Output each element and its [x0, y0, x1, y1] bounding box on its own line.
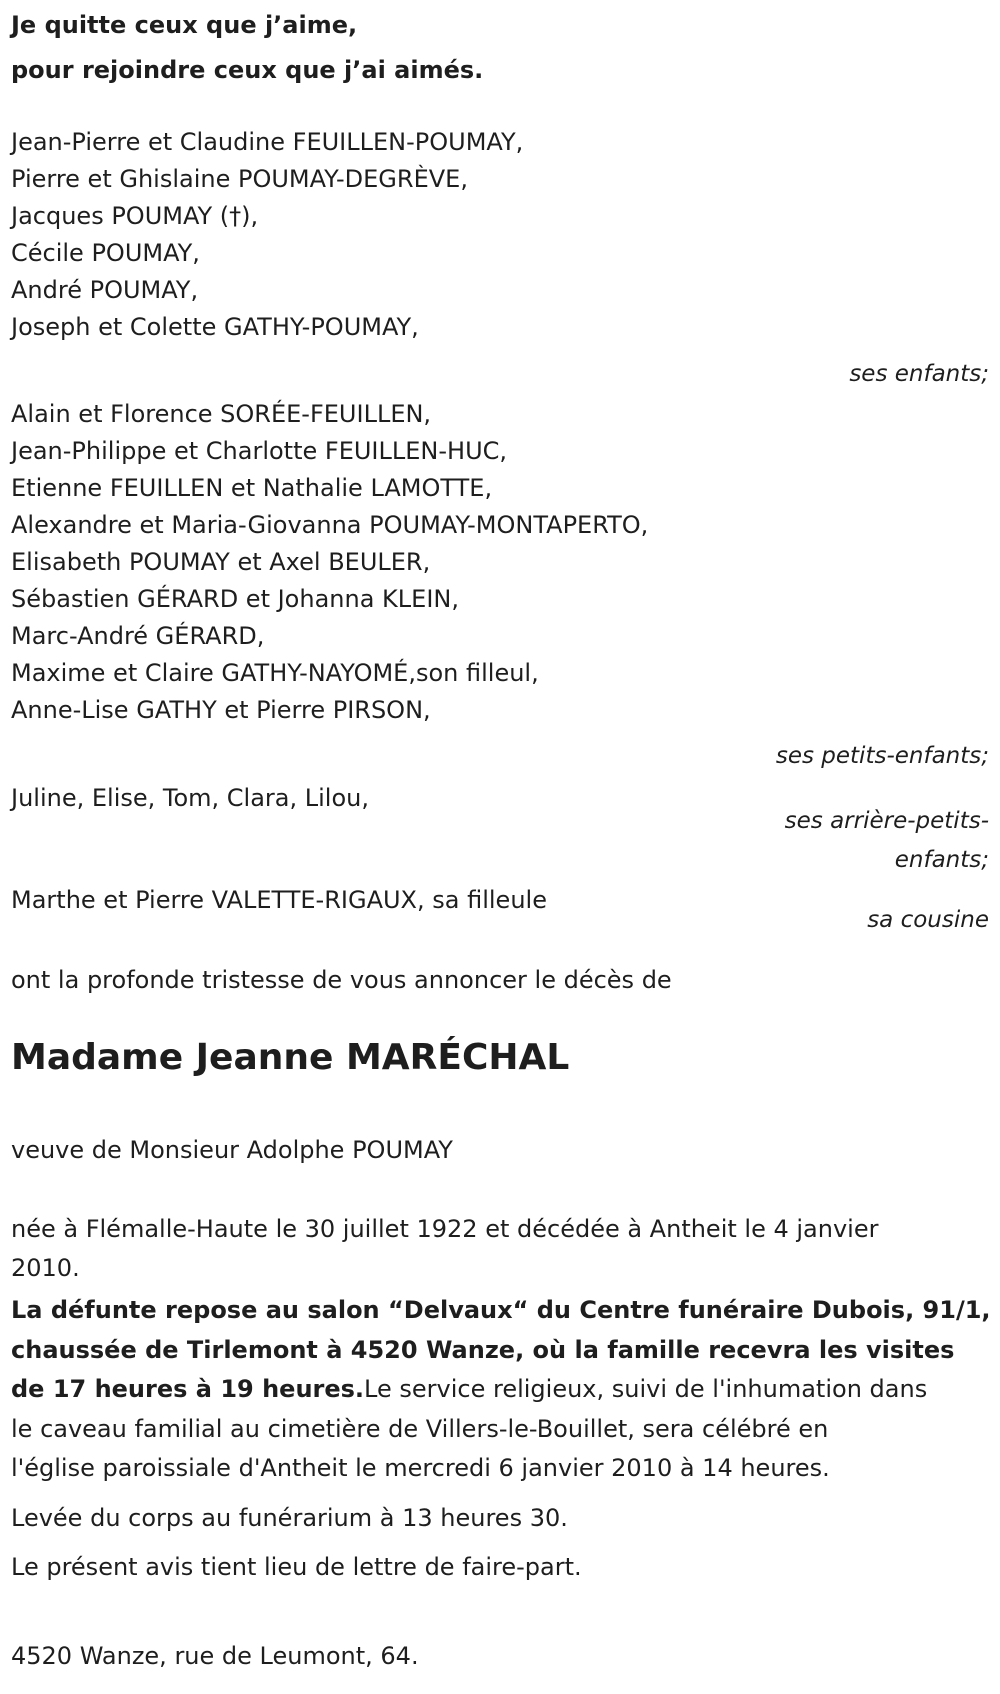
family-member: André POUMAY, [11, 276, 199, 304]
visit-hours: de 17 heures à 19 heures. [11, 1375, 365, 1403]
children-list [11, 124, 523, 346]
cousin-role: sa cousine [867, 907, 989, 933]
family-member: Maxime et Claire GATHY-NAYOMÉ,son filleul, [11, 659, 539, 687]
family-member: Marc-André GÉRARD, [11, 622, 265, 650]
family-member: Pierre et Ghislaine POUMAY-DEGRÈVE, [11, 165, 468, 193]
service-line: l'église paroissiale d'Antheit le mercredi 6 janvier 2010 à 14 heures. [11, 1454, 830, 1482]
great-grandchildren-role-line: ses arrière-petits- [784, 808, 989, 834]
birth-death-line: née à Flémalle-Haute le 30 juillet 1922 et décédée à Antheit le 4 janvier [11, 1215, 879, 1243]
service-text: Le service religieux, suivi de l'inhumation dans [364, 1375, 928, 1403]
visit-line: chaussée de Tirlemont à 4520 Wanze, où la famille recevra les visites [11, 1335, 955, 1364]
family-member: Cécile POUMAY, [11, 239, 200, 267]
family-member: Jean-Philippe et Charlotte FEUILLEN-HUC, [11, 437, 508, 465]
family-member: Anne-Lise GATHY et Pierre PIRSON, [11, 696, 431, 724]
announcement: ont la profonde tristesse de vous annoncer le décès de [11, 966, 672, 994]
family-member: Jacques POUMAY (†), [11, 202, 259, 230]
great-grandchildren-role [489, 802, 989, 880]
cousin: Marthe et Pierre VALETTE-RIGAUX, sa filleule [11, 886, 547, 914]
epigraph-line: pour rejoindre ceux que j’ai aimés. [11, 56, 484, 84]
grandchildren-list [11, 396, 648, 729]
visit-service-line [11, 1370, 991, 1410]
address: 4520 Wanze, rue de Leumont, 64. [11, 1642, 419, 1670]
birth-death [11, 1210, 878, 1288]
family-member: Alain et Florence SORÉE-FEUILLEN, [11, 400, 432, 428]
family-member: Sébastien GÉRARD et Johanna KLEIN, [11, 585, 459, 613]
family-member: Jean-Pierre et Claudine FEUILLEN-POUMAY, [11, 128, 524, 156]
family-member: Joseph et Colette GATHY-POUMAY, [11, 313, 419, 341]
family-member: Alexandre et Maria-Giovanna POUMAY-MONTAPERTO, [11, 511, 649, 539]
visit-line: La défunte repose au salon “Delvaux“ du Centre funéraire Dubois, 91/1, [11, 1296, 991, 1324]
service-line: le caveau familial au cimetière de Villers-le-Bouillet, sera célébré en [11, 1414, 829, 1443]
epigraph [11, 4, 483, 94]
levee: Levée du corps au funérarium à 13 heures 30. [11, 1504, 568, 1532]
children-role: ses enfants; [849, 361, 989, 387]
funeral-details [11, 1291, 991, 1489]
great-grandchildren-role-line: enfants; [894, 847, 989, 873]
family-member: Etienne FEUILLEN et Nathalie LAMOTTE, [11, 474, 493, 502]
great-grandchildren: Juline, Elise, Tom, Clara, Lilou, [11, 784, 369, 812]
epigraph-line: Je quitte ceux que j’aime, [11, 11, 358, 39]
faire-part: Le présent avis tient lieu de lettre de faire-part. [11, 1553, 582, 1581]
birth-death-line: 2010. [11, 1254, 80, 1282]
family-member: Elisabeth POUMAY et Axel BEULER, [11, 548, 431, 576]
deceased-name: Madame Jeanne MARÉCHAL [11, 1037, 570, 1078]
grandchildren-role: ses petits-enfants; [775, 743, 989, 769]
widow-of: veuve de Monsieur Adolphe POUMAY [11, 1136, 453, 1164]
